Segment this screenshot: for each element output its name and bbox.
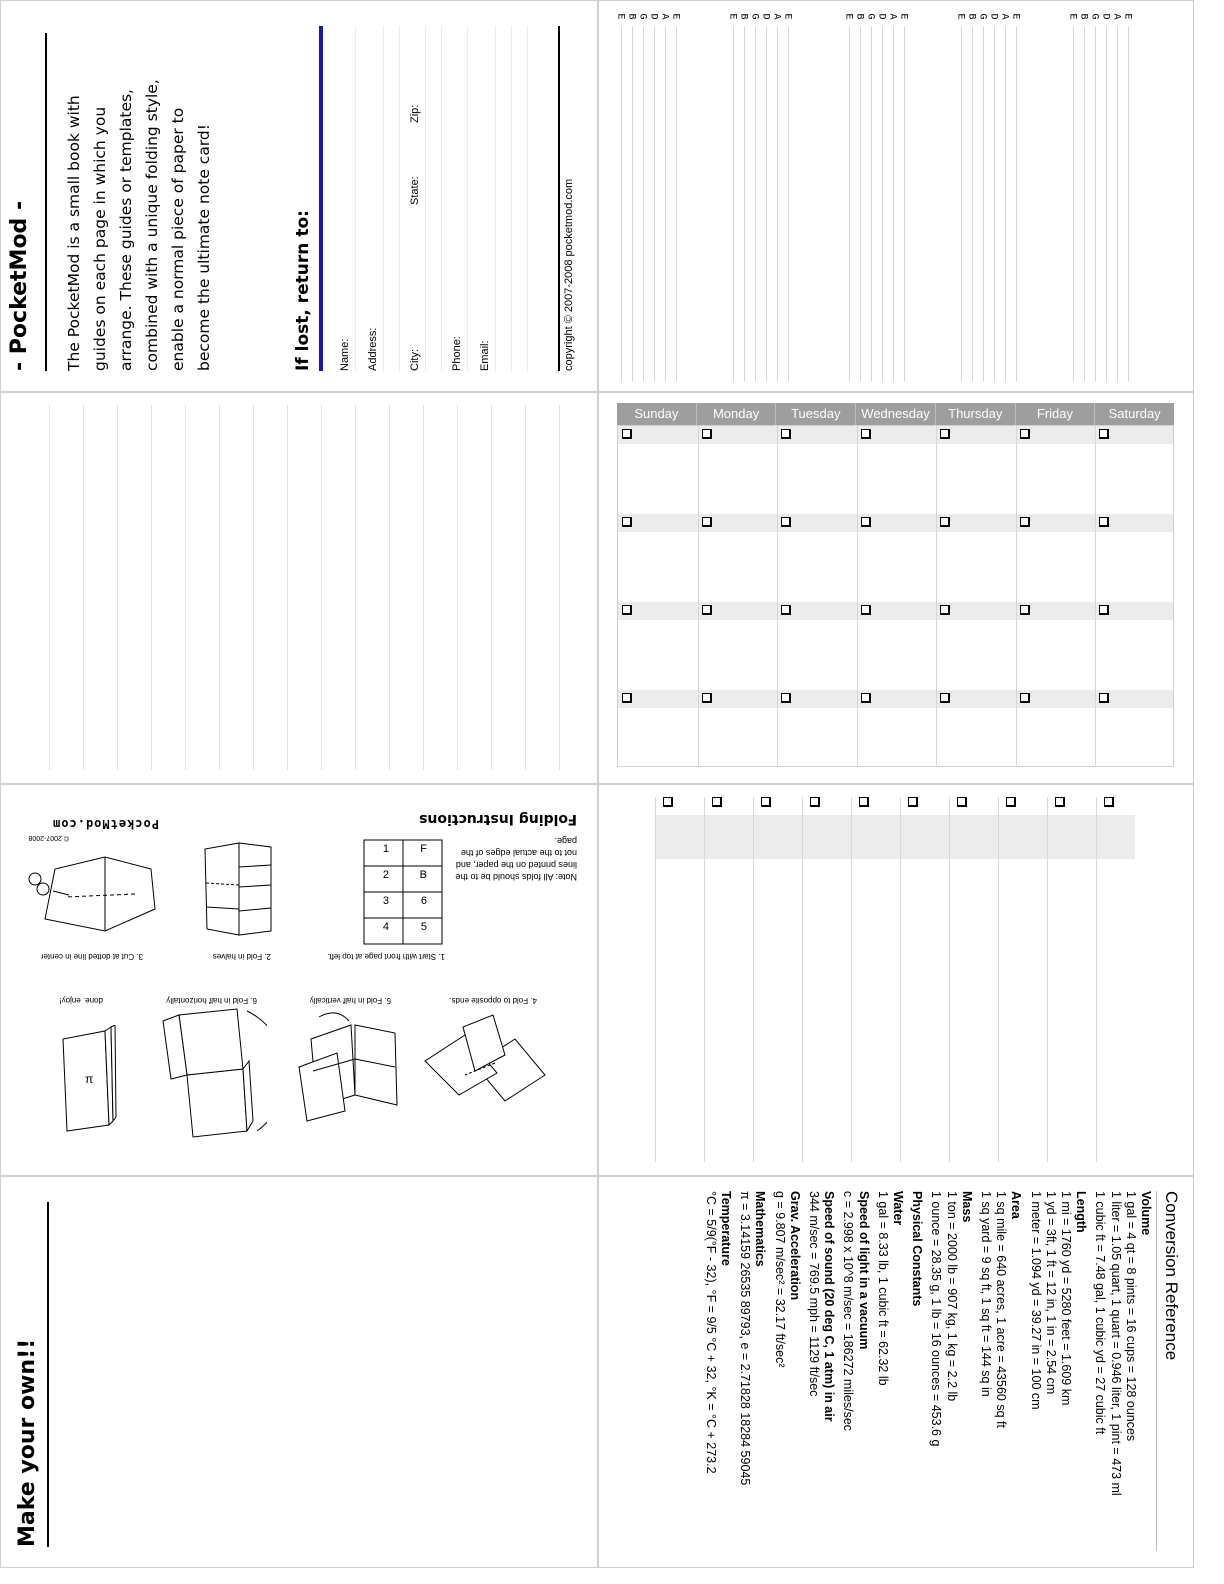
- checklist-line: [753, 797, 754, 1162]
- checklist-checkbox[interactable]: [663, 797, 673, 807]
- name-label: Name:: [339, 338, 351, 371]
- tab-panel: [598, 0, 1194, 392]
- calendar-checkbox[interactable]: [702, 429, 712, 439]
- tab-staff-line: [1128, 27, 1129, 381]
- conversion-heading: Mass: [959, 1191, 974, 1223]
- step6-fold-diagram: [147, 1001, 267, 1161]
- intro-title-rule: [45, 33, 47, 371]
- tab-string-label: B: [737, 13, 749, 20]
- grid-label-b: B: [419, 869, 427, 881]
- tab-string-label: E: [1009, 13, 1021, 20]
- calendar-checkbox[interactable]: [1020, 605, 1030, 615]
- conversion-line: 1 sq yard = 9 sq ft, 1 sq ft = 144 sq in: [978, 1191, 993, 1397]
- extra-line-2[interactable]: [511, 26, 512, 371]
- conversion-line: 1 mi = 1760 yd = 5280 feet = 1.609 km: [1058, 1191, 1073, 1406]
- tab-string-label: D: [1099, 13, 1111, 20]
- calendar-checkbox[interactable]: [781, 605, 791, 615]
- calendar-checkbox[interactable]: [940, 605, 950, 615]
- intro-description: The PocketMod is a small book with guides on each page in which you arrange. These guides or templates, combined with a unique folding style, enable a normal piece of paper to become the ultimate note card!: [65, 79, 213, 371]
- extra-line-3[interactable]: [527, 26, 528, 371]
- conversion-section: [703, 1191, 733, 1551]
- tab-string-label: A: [770, 13, 782, 20]
- calendar-header: [617, 403, 1174, 425]
- make-your-own-panel: [0, 1176, 598, 1568]
- calendar-column-divider: [698, 426, 699, 766]
- step5-fold-diagram: [287, 1005, 407, 1125]
- calendar-column-divider: [1095, 426, 1096, 766]
- make-your-own-title: Make your own!!: [15, 1338, 40, 1547]
- tab-string-label: E: [1066, 13, 1078, 20]
- calendar-checkbox[interactable]: [622, 605, 632, 615]
- extra-line[interactable]: [441, 26, 442, 371]
- checklist-checkbox[interactable]: [712, 797, 722, 807]
- conversion-heading: Grav. Acceleration: [787, 1191, 802, 1301]
- address-line-2[interactable]: [399, 26, 400, 371]
- ruled-line: [287, 405, 288, 770]
- tab-string-label: E: [781, 13, 793, 20]
- step-2-caption: 2. Fold in halves: [212, 952, 271, 961]
- checklist-checkbox[interactable]: [761, 797, 771, 807]
- calendar-column-divider: [1016, 426, 1017, 766]
- step-5-caption: 5. Fold in half vertically: [309, 996, 391, 1005]
- tab-staff-line: [733, 27, 734, 381]
- folding-title: Folding Instructions: [419, 811, 577, 827]
- tab-staff-line: [904, 27, 905, 381]
- step-1-caption: 1. Start with front page at top left.: [327, 952, 445, 961]
- calendar-checkbox[interactable]: [1020, 517, 1030, 527]
- calendar-checkbox[interactable]: [622, 693, 632, 703]
- step4-fold-diagram: [415, 1005, 555, 1115]
- conversion-heading: Mathematics: [753, 1191, 768, 1267]
- conversion-title: Conversion Reference: [1162, 1191, 1181, 1361]
- checklist-line: [655, 797, 656, 1162]
- email-label: Email:: [479, 340, 491, 371]
- conversion-line: 1 ton = 2000 lb = 907 kg, 1 kg = 2.2 lb: [944, 1191, 959, 1402]
- tab-staff-line: [849, 27, 850, 381]
- tab-staff-line: [766, 27, 767, 381]
- conversion-section: [737, 1191, 767, 1551]
- calendar-checkbox[interactable]: [781, 517, 791, 527]
- conversion-line: °C = 5/9(°F - 32), °F = 9/5 °C + 32, °K = °C + 273.2: [703, 1191, 718, 1474]
- conversion-section: [875, 1191, 905, 1551]
- checklist-line: [1047, 797, 1048, 1162]
- checklist-band: [655, 815, 1135, 859]
- step-3-caption: 3. Cut at dotted line in center: [40, 952, 143, 961]
- tab-staff-line: [755, 27, 756, 381]
- tab-staff-line: [882, 27, 883, 381]
- conversion-heading: Area: [1009, 1191, 1024, 1219]
- calendar-checkbox[interactable]: [781, 429, 791, 439]
- conversion-section: [978, 1191, 1024, 1551]
- day-monday: Monday: [697, 403, 777, 425]
- calendar-column-divider: [777, 426, 778, 766]
- checklist-line: [851, 797, 852, 1162]
- calendar-column-divider: [857, 426, 858, 766]
- tab-string-label: B: [625, 13, 637, 20]
- calendar-checkbox[interactable]: [1099, 429, 1109, 439]
- tab-string-label: A: [658, 13, 670, 20]
- calendar-checkbox[interactable]: [940, 517, 950, 527]
- conversion-section: [840, 1191, 870, 1551]
- copyright-rule: [558, 26, 560, 371]
- tab-staff-line: [1106, 27, 1107, 381]
- ruled-line: [355, 405, 356, 770]
- svg-text:π: π: [85, 1072, 94, 1086]
- address-line[interactable]: [383, 26, 384, 371]
- ruled-line: [525, 405, 526, 770]
- ruled-line: [389, 405, 390, 770]
- conversion-heading: Length: [1074, 1191, 1089, 1233]
- intro-title: - PocketMod -: [7, 200, 32, 371]
- tab-staff-line: [788, 27, 789, 381]
- tab-string-label: D: [987, 13, 999, 20]
- make-your-own-content: [1, 1177, 598, 1568]
- tab-string-label: D: [759, 13, 771, 20]
- checklist-checkbox[interactable]: [908, 797, 918, 807]
- tab-string-label: D: [875, 13, 887, 20]
- ruled-line: [117, 405, 118, 770]
- tab-staff-line: [994, 27, 995, 381]
- step3-cut-diagram: [25, 849, 165, 939]
- tab-string-label: A: [998, 13, 1010, 20]
- tab-staff-line: [665, 27, 666, 381]
- day-saturday: Saturday: [1108, 406, 1161, 421]
- tab-string-label: A: [1110, 13, 1122, 20]
- folding-content: [1, 785, 597, 1175]
- tab-staff-line: [1005, 27, 1006, 381]
- email-line[interactable]: [495, 26, 496, 371]
- ruled-line: [559, 405, 560, 770]
- ruled-line: [49, 405, 50, 770]
- grid-label-5: 5: [420, 921, 427, 933]
- calendar-checkbox[interactable]: [1099, 693, 1109, 703]
- tab-staff-line: [983, 27, 984, 381]
- tab-string-label: G: [976, 13, 988, 20]
- city-line[interactable]: [425, 26, 426, 371]
- calendar-checkbox[interactable]: [940, 429, 950, 439]
- calendar-checkbox[interactable]: [1020, 429, 1030, 439]
- tab-string-label: E: [614, 13, 626, 20]
- tab-staff-line: [871, 27, 872, 381]
- tab-string-label: D: [647, 13, 659, 20]
- ruled-line: [151, 405, 152, 770]
- checklist-checkbox[interactable]: [1055, 797, 1065, 807]
- checklist-line: [900, 797, 901, 1162]
- tab-staff-line: [632, 27, 633, 381]
- checklist-checkbox[interactable]: [1006, 797, 1016, 807]
- conversion-line: 344 m/sec = 769.5 mph = 1129 ft/sec: [806, 1191, 821, 1397]
- grid-label-6: 6: [420, 895, 427, 907]
- copyright-text: copyright © 2007-2008 pocketmod.com: [563, 178, 575, 371]
- tab-staff-line: [1117, 27, 1118, 381]
- ruled-line: [219, 405, 220, 770]
- tab-staff-line: [744, 27, 745, 381]
- checklist-line: [802, 797, 803, 1162]
- tab-staff-line: [643, 27, 644, 381]
- tab-staff-line: [777, 27, 778, 381]
- make-your-own-rule: [47, 1202, 49, 1547]
- tab-staff-line: [621, 27, 622, 381]
- tab-staff-line: [654, 27, 655, 381]
- checklist-checkbox[interactable]: [1104, 797, 1114, 807]
- checklist-checkbox[interactable]: [957, 797, 967, 807]
- tab-string-label: B: [853, 13, 865, 20]
- conversion-line: 1 ounce = 28.35 g, 1 lb = 16 ounces = 453.6 g: [929, 1191, 944, 1447]
- conversion-line: 1 meter = 1.094 yd = 39.27 in = 100 cm: [1028, 1191, 1043, 1410]
- tab-string-label: G: [636, 13, 648, 20]
- conversion-heading: Speed of light in a vacuum: [856, 1191, 871, 1350]
- done-caption: done. enjoy!: [59, 996, 103, 1005]
- tab-string-label: E: [842, 13, 854, 20]
- calendar-checkbox[interactable]: [861, 605, 871, 615]
- tab-string-label: E: [954, 13, 966, 20]
- conversion-line: 1 yd = 3ft, 1 ft = 12 in, 1 in = 2.54 cm: [1043, 1191, 1058, 1395]
- tab-staff-line: [893, 27, 894, 381]
- folding-panel: [0, 784, 598, 1176]
- conversion-heading: Volume: [1139, 1191, 1153, 1236]
- lined-panel: [0, 392, 598, 784]
- grid-label-1: 1: [382, 843, 389, 855]
- conversion-section: [909, 1191, 924, 1551]
- conversion-line: g = 9.807 m/sec² = 32.17 ft/sec²: [772, 1191, 787, 1368]
- phone-label: Phone:: [451, 336, 463, 371]
- conversion-line: c = 2.998 x 10^8 m/sec = 186272 miles/sec: [841, 1191, 856, 1432]
- ruled-line: [321, 405, 322, 770]
- tab-staff-line: [860, 27, 861, 381]
- conversion-line: 1 gal = 4 qt = 8 pints = 16 cups = 128 ounces: [1123, 1191, 1138, 1442]
- conversion-panel: [598, 1176, 1194, 1568]
- conversion-body: [699, 1191, 1153, 1551]
- tab-string-label: E: [726, 13, 738, 20]
- step-4-caption: 4. Fold to opposite ends.: [449, 996, 537, 1005]
- calendar-checkbox[interactable]: [940, 693, 950, 703]
- tab-staff-line: [1084, 27, 1085, 381]
- city-label: City:: [409, 349, 421, 371]
- tab-staff-line: [972, 27, 973, 381]
- intro-content: [1, 1, 598, 392]
- conversion-section: [928, 1191, 974, 1551]
- conversion-section: [806, 1191, 836, 1551]
- tab-string-label: G: [1088, 13, 1100, 20]
- conversion-line: 1 cubic ft = 7.48 gal, 1 cubic yd = 27 cubic ft: [1093, 1191, 1108, 1435]
- ruled-line: [491, 405, 492, 770]
- calendar-checkbox[interactable]: [1099, 605, 1109, 615]
- tab-staff-line: [1095, 27, 1096, 381]
- calendar-checkbox[interactable]: [1099, 517, 1109, 527]
- ruled-line: [185, 405, 186, 770]
- conversion-line: 1 liter = 1.05 quart, 1 quart = 0.946 liter, 1 pint = 473 ml: [1108, 1191, 1123, 1496]
- pocketmod-brand: PocketMod.com: [52, 817, 159, 831]
- folding-note: Note: All folds should be to the lines printed on the paper, and not to the actual edges of the page.: [455, 836, 577, 882]
- lost-title: If lost, return to:: [293, 210, 313, 371]
- calendar-checkbox[interactable]: [1020, 693, 1030, 703]
- calendar-checkbox[interactable]: [861, 429, 871, 439]
- grid-label-4: 4: [382, 921, 389, 933]
- step2-fold-diagram: [199, 839, 279, 939]
- tab-string-label: B: [965, 13, 977, 20]
- grid-label-2: 2: [382, 869, 389, 881]
- checklist-line: [998, 797, 999, 1162]
- tab-string-label: G: [748, 13, 760, 20]
- checklist-line: [704, 797, 705, 1162]
- calendar-grid: [617, 425, 1174, 767]
- done-booklet-diagram: [59, 1025, 119, 1135]
- checklist-line: [949, 797, 950, 1162]
- address-label: Address:: [367, 327, 379, 371]
- day-tuesday: Tuesday: [776, 403, 856, 425]
- calendar-column-divider: [936, 426, 937, 766]
- zip-label: Zip:: [409, 104, 421, 123]
- conversion-content: [613, 1191, 1183, 1568]
- lost-title-rule: [319, 26, 323, 371]
- calendar-checkbox[interactable]: [702, 693, 712, 703]
- conversion-heading: Temperature: [718, 1191, 733, 1266]
- calendar-checkbox[interactable]: [861, 517, 871, 527]
- day-friday: Friday: [1016, 403, 1096, 425]
- conversion-heading: Speed of sound (20 deg C, 1 atm) in air: [822, 1191, 837, 1422]
- tab-string-label: E: [669, 13, 681, 20]
- step1-grid-diagram: [363, 839, 443, 945]
- name-line[interactable]: [355, 26, 356, 371]
- calendar-checkbox[interactable]: [702, 517, 712, 527]
- conversion-line: 1 gal = 8.33 lb, 1 cubic ft = 62.32 lb: [875, 1191, 890, 1386]
- grid-label-3: 3: [382, 895, 389, 907]
- ruled-line: [457, 405, 458, 770]
- tab-string-label: A: [886, 13, 898, 20]
- tab-string-label: B: [1077, 13, 1089, 20]
- tab-staff-line: [1073, 27, 1074, 381]
- calendar-panel: [598, 392, 1194, 784]
- conversion-heading: Water: [890, 1191, 905, 1226]
- conversion-section: [1027, 1191, 1088, 1551]
- tab-staff-line: [676, 27, 677, 381]
- checklist-panel: [598, 784, 1194, 1176]
- intro-panel: [0, 0, 598, 392]
- day-sunday: Sunday: [617, 403, 697, 425]
- calendar-checkbox[interactable]: [861, 693, 871, 703]
- checklist-line: [1096, 797, 1097, 1162]
- tab-string-label: E: [897, 13, 909, 20]
- calendar-checkbox[interactable]: [781, 693, 791, 703]
- day-thursday: Thursday: [936, 403, 1016, 425]
- phone-line[interactable]: [467, 26, 468, 371]
- brand-copyright: © 2007-2008: [28, 834, 69, 841]
- calendar-checkbox[interactable]: [622, 429, 632, 439]
- tab-staff-line: [1016, 27, 1017, 381]
- tab-staff-line: [961, 27, 962, 381]
- ruled-line: [423, 405, 424, 770]
- conversion-heading: Physical Constants: [910, 1191, 925, 1307]
- conversion-line: π = 3.14159 26535 89793, e = 2.71828 18284 59045: [738, 1191, 753, 1486]
- grid-label-f: F: [420, 843, 427, 855]
- conversion-section: [1092, 1191, 1153, 1551]
- ruled-line: [253, 405, 254, 770]
- step-6-caption: 6. Fold in half horizontally: [166, 996, 257, 1005]
- calendar-checkbox[interactable]: [702, 605, 712, 615]
- conversion-line: 1 sq mile = 640 acres, 1 acre = 43560 sq ft: [994, 1191, 1009, 1428]
- checklist-checkbox[interactable]: [859, 797, 869, 807]
- conversion-section: [771, 1191, 801, 1551]
- tab-string-label: E: [1121, 13, 1133, 20]
- ruled-line: [83, 405, 84, 770]
- tab-string-label: G: [864, 13, 876, 20]
- calendar-checkbox[interactable]: [622, 517, 632, 527]
- checklist-checkbox[interactable]: [810, 797, 820, 807]
- day-wednesday: Wednesday: [856, 403, 936, 425]
- state-label: State:: [409, 176, 421, 205]
- conversion-rule: [1156, 1191, 1157, 1551]
